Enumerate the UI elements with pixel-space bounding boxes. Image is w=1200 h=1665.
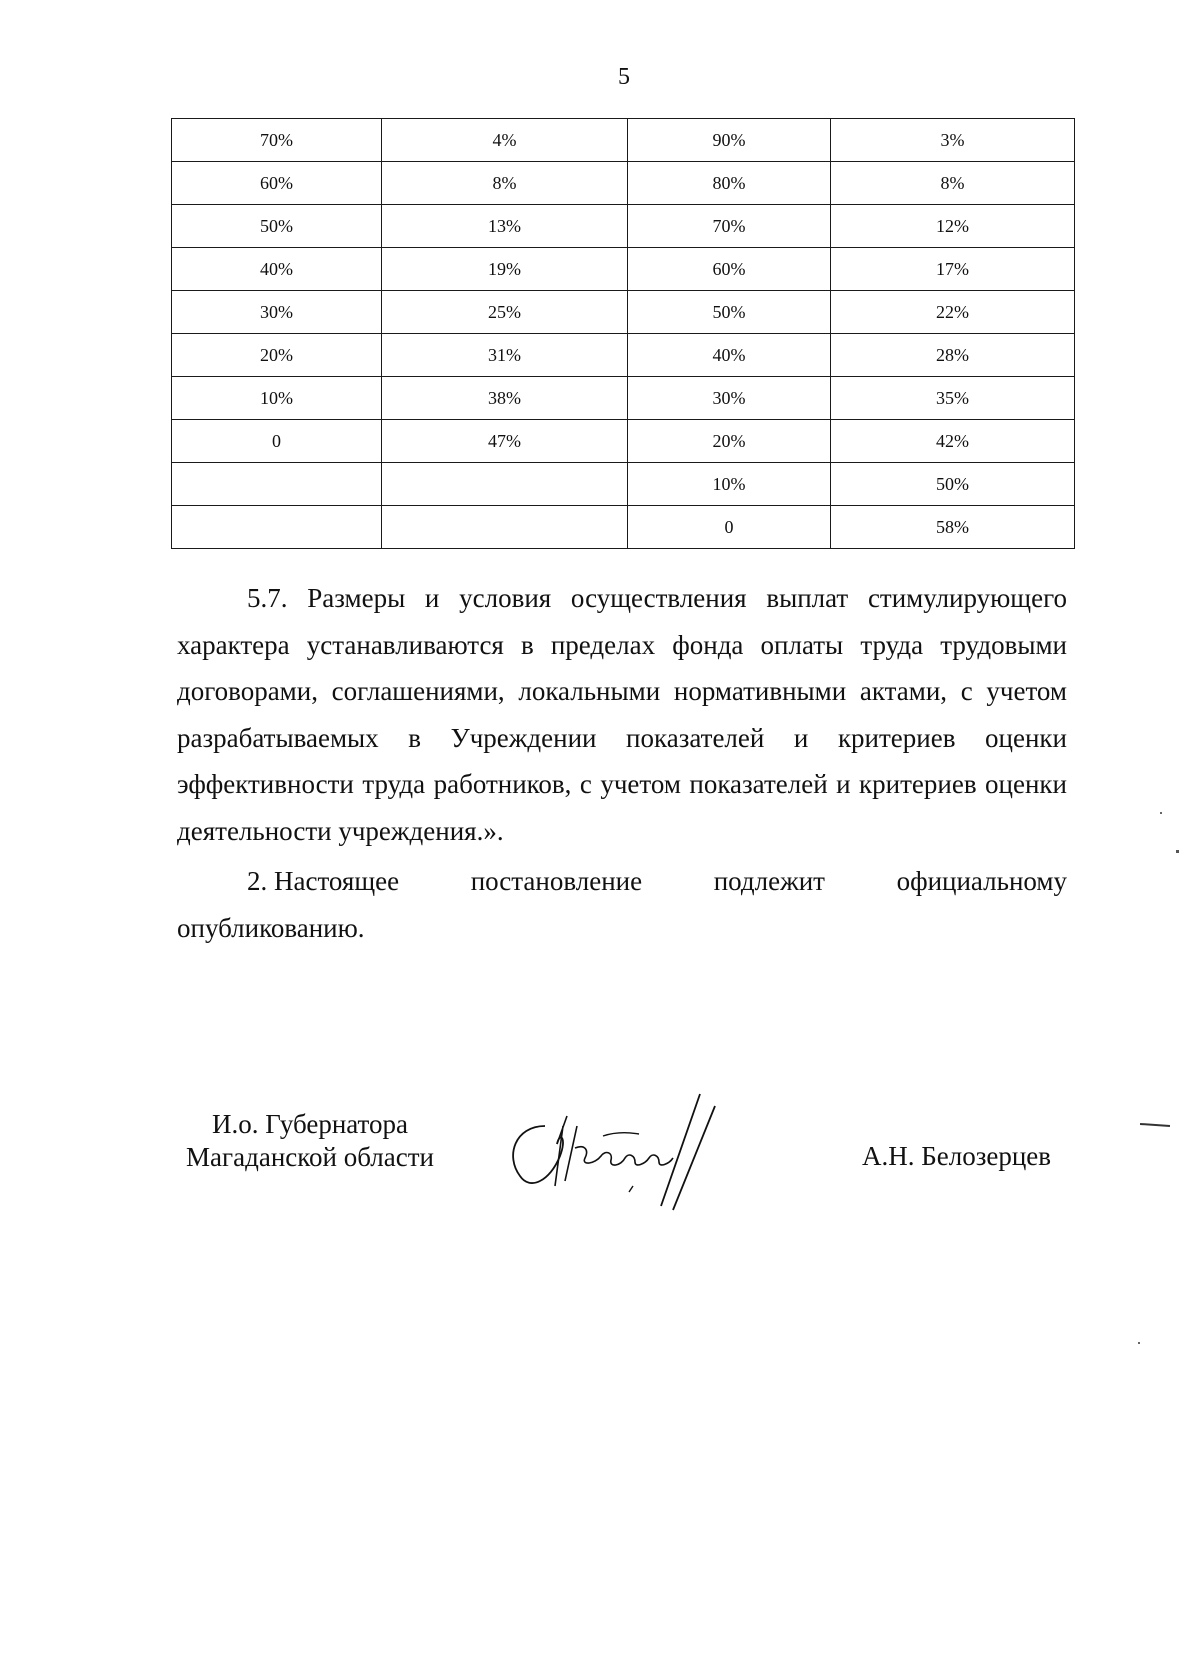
table-cell: 19%: [382, 248, 628, 291]
table-cell: 58%: [831, 506, 1075, 549]
scan-mark: [1176, 850, 1179, 853]
table-cell: 28%: [831, 334, 1075, 377]
table-cell: 40%: [628, 334, 831, 377]
table-cell: [382, 463, 628, 506]
table-cell: 10%: [172, 377, 382, 420]
table-cell: 20%: [628, 420, 831, 463]
table-cell: 8%: [831, 162, 1075, 205]
table-row: [172, 334, 1075, 377]
table-cell: 31%: [382, 334, 628, 377]
table-cell: 60%: [172, 162, 382, 205]
page-number: 5: [618, 64, 630, 90]
paragraph-2-tail: опубликованию.: [177, 912, 365, 943]
paragraph-2-word: официальному: [896, 866, 1067, 896]
table-row: [172, 205, 1075, 248]
table-cell: 40%: [172, 248, 382, 291]
table-cell: 90%: [628, 119, 831, 162]
table-cell: 17%: [831, 248, 1075, 291]
table-cell: 50%: [172, 205, 382, 248]
table-cell: 38%: [382, 377, 628, 420]
table-cell: 4%: [382, 119, 628, 162]
paragraph-2: [177, 858, 1067, 951]
table-cell: 25%: [382, 291, 628, 334]
table-row: [172, 119, 1075, 162]
table-cell: [172, 506, 382, 549]
scan-mark: [1138, 1342, 1140, 1344]
table-row: [172, 506, 1075, 549]
table-cell: 0: [172, 420, 382, 463]
table-cell: 10%: [628, 463, 831, 506]
table-cell: 42%: [831, 420, 1075, 463]
paragraph-5-7: 5.7. Размеры и условия осуществления выплат стимулирующего характера устанавливаются в пределах фонда оплаты труда трудовыми договорами, соглашениями, локальными нормативными актами, с учетом разрабатываемых в Учреждении показателей и критериев оценки эффективности труда работников, с учетом показателей и критериев оценки деятельности учреждения.».: [177, 583, 1067, 846]
paragraph-2-first-line: [177, 858, 1067, 905]
table-cell: 0: [628, 506, 831, 549]
table-cell: 70%: [172, 119, 382, 162]
signatory-name: А.Н. Белозерцев: [862, 1141, 1052, 1171]
table-cell: 22%: [831, 291, 1075, 334]
table-cell: 8%: [382, 162, 628, 205]
scan-mark: [1140, 1123, 1170, 1127]
table-cell: 12%: [831, 205, 1075, 248]
signatory-title-line: И.о. Губернатора: [211, 1109, 408, 1139]
signatory-title: [170, 1108, 450, 1174]
table-cell: 80%: [628, 162, 831, 205]
table-cell: 3%: [831, 119, 1075, 162]
table-cell: 30%: [628, 377, 831, 420]
table-row: [172, 463, 1075, 506]
table-cell: [382, 506, 628, 549]
handwritten-signature: [505, 1086, 745, 1216]
table-cell: 50%: [831, 463, 1075, 506]
table-row: [172, 377, 1075, 420]
signatory-title-line: Магаданской области: [186, 1142, 434, 1172]
table-cell: 20%: [172, 334, 382, 377]
rate-table: [171, 118, 1075, 549]
table-cell: 70%: [628, 205, 831, 248]
table-row: [172, 420, 1075, 463]
table-row: [172, 248, 1075, 291]
table-cell: 35%: [831, 377, 1075, 420]
table-row: [172, 162, 1075, 205]
table-cell: 13%: [382, 205, 628, 248]
scan-mark: [1160, 812, 1162, 814]
table-cell: 60%: [628, 248, 831, 291]
table-row: [172, 291, 1075, 334]
table-cell: 50%: [628, 291, 831, 334]
paragraph-2-word: подлежит: [713, 866, 825, 896]
table-cell: [172, 463, 382, 506]
paragraph-2-word: постановление: [470, 866, 643, 896]
paragraph-2-word: 2. Настоящее: [247, 866, 400, 896]
table-cell: 47%: [382, 420, 628, 463]
table-cell: 30%: [172, 291, 382, 334]
